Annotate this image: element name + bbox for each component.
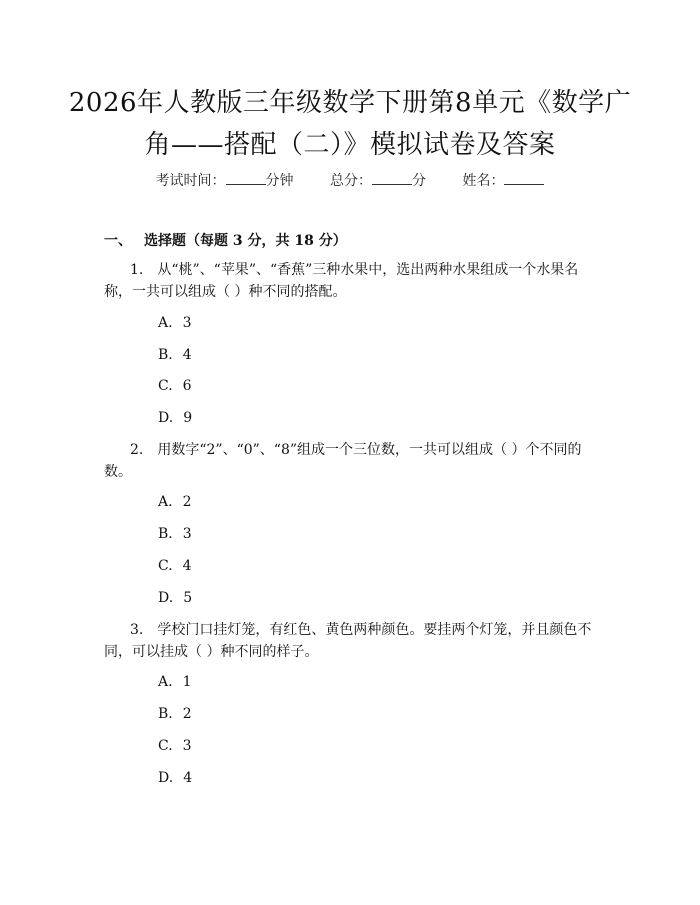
option-1a: [158, 315, 191, 331]
section-heading: [104, 230, 347, 250]
option-value: 4: [182, 347, 192, 363]
option-value: 2: [182, 706, 192, 722]
question-2: [104, 439, 601, 483]
option-1b: [158, 347, 192, 363]
total-score-unit: 分: [412, 173, 426, 189]
total-score-field: [330, 170, 426, 190]
option-1c: [158, 378, 192, 394]
option-letter: A.: [158, 674, 173, 690]
student-name-label: 姓名：: [462, 173, 505, 189]
option-letter: D.: [158, 770, 174, 786]
section-number: 一、: [104, 233, 132, 249]
option-letter: B.: [158, 347, 173, 363]
question-text: 学校门口挂灯笼，有红色、黄色两种颜色。要挂两个灯笼，并且颜色不同，可以挂成（ ）种不同的样子。: [104, 622, 592, 660]
option-3b: [158, 706, 192, 722]
exam-time-unit: 分钟: [265, 173, 294, 189]
option-value: 6: [182, 378, 192, 394]
option-3c: [158, 738, 192, 754]
option-value: 3: [182, 738, 192, 754]
student-name-field: [462, 170, 544, 190]
question-number: 3.: [130, 622, 144, 638]
option-3d: [158, 770, 192, 786]
option-1d: [158, 410, 192, 426]
exam-info-line: [0, 170, 700, 190]
option-value: 1: [182, 674, 192, 690]
option-value: 4: [183, 770, 193, 786]
question-number: 1.: [130, 262, 144, 278]
option-letter: A.: [158, 315, 173, 331]
question-text: 用数字“2”、“0”、“8”组成一个三位数，一共可以组成（ ）个不同的数。: [104, 442, 582, 480]
option-letter: A.: [158, 494, 173, 510]
document-title: 2026年人教版三年级数学下册第8单元《数学广角——搭配（二）》模拟试卷及答案: [68, 88, 632, 160]
option-value: 3: [182, 526, 192, 542]
option-letter: B.: [158, 706, 173, 722]
option-2d: [158, 590, 192, 606]
option-value: 9: [183, 410, 193, 426]
student-name-blank: [504, 170, 544, 185]
option-value: 3: [182, 315, 192, 331]
option-letter: D.: [158, 410, 174, 426]
option-2a: [158, 494, 191, 510]
section-title: 选择题（每题 3 分，共 18 分）: [144, 233, 347, 249]
option-value: 4: [182, 558, 192, 574]
option-letter: C.: [158, 558, 173, 574]
option-letter: B.: [158, 526, 173, 542]
option-letter: D.: [158, 590, 174, 606]
option-2c: [158, 558, 192, 574]
total-score-label: 总分：: [330, 173, 372, 189]
total-score-blank: [372, 170, 412, 185]
question-3: [104, 619, 601, 663]
option-2b: [158, 526, 192, 542]
option-letter: C.: [158, 378, 173, 394]
question-1: [104, 259, 601, 303]
question-number: 2.: [130, 442, 144, 458]
question-text: 从“桃”、“苹果”、“香蕉”三种水果中，选出两种水果组成一个水果名称，一共可以组成（ ）种不同的搭配。: [104, 262, 579, 300]
option-value: 5: [183, 590, 193, 606]
exam-time-field: [156, 170, 294, 190]
exam-time-blank: [226, 170, 266, 185]
option-value: 2: [182, 494, 192, 510]
option-3a: [158, 674, 191, 690]
option-letter: C.: [158, 738, 173, 754]
exam-time-label: 考试时间：: [155, 173, 226, 189]
